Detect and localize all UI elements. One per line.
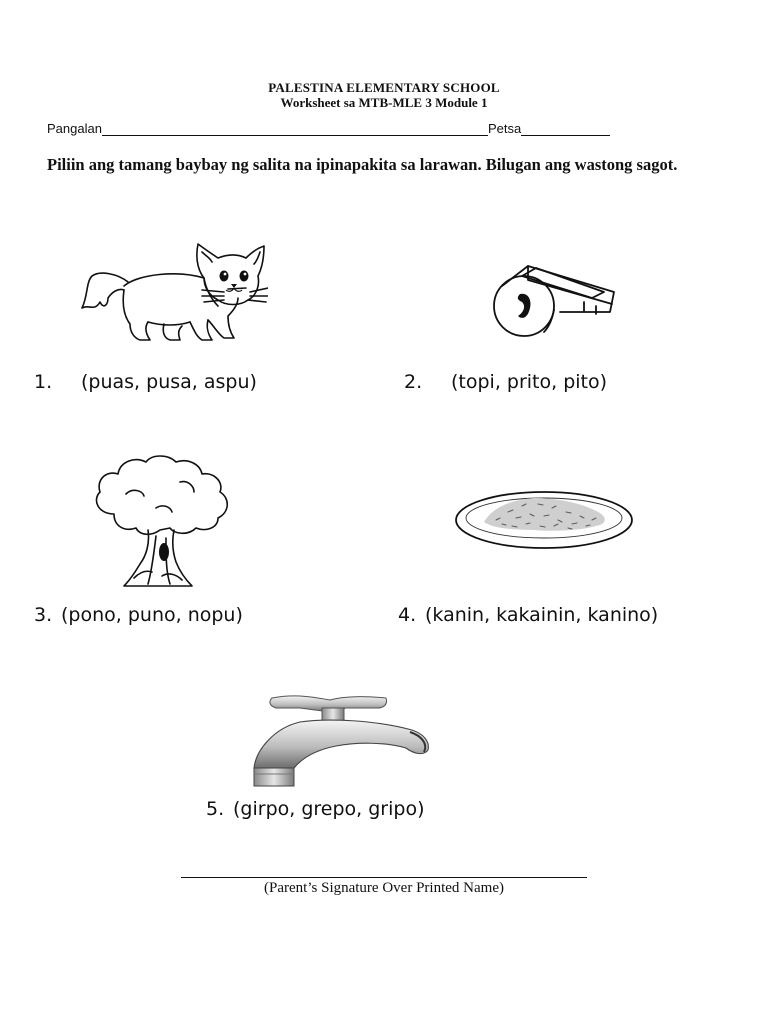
signature-line: [181, 877, 587, 878]
list-item: [34, 604, 243, 626]
name-date-row: [47, 121, 610, 136]
item-choices: (girpo, grepo, gripo): [233, 798, 425, 820]
item-number: 3.: [34, 604, 53, 626]
list-item: [34, 371, 257, 393]
item-number: 1.: [34, 371, 53, 393]
name-label: Pangalan: [47, 121, 102, 136]
whistle-icon: [488, 262, 622, 338]
name-blank-line: [102, 123, 488, 136]
list-item: [404, 371, 607, 393]
date-blank-line: [521, 123, 610, 136]
item-number: 2.: [404, 371, 423, 393]
list-item: [398, 604, 658, 626]
list-item: [206, 798, 424, 820]
tree-icon: [90, 452, 234, 590]
cat-icon: [78, 240, 268, 348]
signature-label: (Parent’s Signature Over Printed Name): [264, 880, 504, 896]
item-choices: (kanin, kakainin, kanino): [425, 604, 659, 626]
worksheet-title: Worksheet sa MTB-MLE 3 Module 1: [280, 95, 488, 110]
date-label: Petsa: [487, 121, 522, 136]
item-choices: (pono, puno, nopu): [61, 604, 243, 626]
item-number: 5.: [206, 798, 225, 820]
rice-plate-icon: [452, 486, 636, 554]
item-choices: (topi, prito, pito): [451, 371, 608, 393]
item-number: 4.: [398, 604, 417, 626]
item-choices: (puas, pusa, aspu): [81, 371, 257, 393]
faucet-icon: [246, 688, 436, 788]
instructions: Piliin ang tamang baybay ng salita na ipinapakita sa larawan. Bilugan ang wastong sagot.: [47, 155, 678, 174]
school-name: PALESTINA ELEMENTARY SCHOOL: [268, 80, 500, 95]
